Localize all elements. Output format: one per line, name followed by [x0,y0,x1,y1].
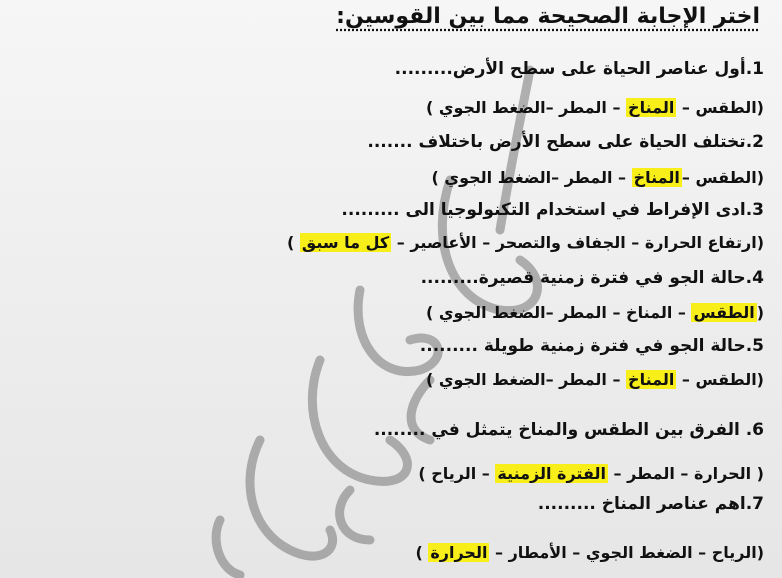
question-5: 5.حالة الجو في فترة زمنية طويلة ......... [419,336,764,356]
options-1 [426,98,764,117]
options-2 [432,168,764,187]
page-title: اختر الإجابة الصحيحة مما بين القوسين: [336,4,760,29]
answer-highlight: المناخ [628,98,675,117]
answer-highlight: الحرارة [430,543,488,562]
option-text: – المطر –الضغط الجوي ) [431,168,632,187]
option-text: – المطر –الضغط الجوي ) [425,370,627,389]
option-text: (الطقس – [676,98,764,117]
options-4 [426,303,764,322]
answer-highlight: المناخ [628,370,675,389]
question-1: 1.أول عناصر الحياة على سطح الأرض......... [394,59,764,79]
answer-highlight: المناخ [633,168,680,187]
option-text: (ارتفاع الحرارة – الجفاف والتصحر – الأعاصير – [391,233,764,252]
question-3: 3.ادى الإفراط في استخدام التكنولوجيا الى ......... [341,200,764,220]
answer-highlight: كل ما سبق [301,233,390,252]
question-7: 7.اهم عناصر المناخ ......... [537,494,764,514]
option-text: ( [756,303,764,322]
question-6: 6. الفرق بين الطقس والمناخ يتمثل في ........ [373,420,764,440]
option-text: – المطر –الضغط الجوي ) [425,98,627,117]
option-text: (الرياح – الضغط الجوي – الأمطار – [489,543,764,562]
option-text: (الطقس – [676,370,764,389]
options-6 [418,464,764,483]
option-text: – الرياح ) [418,464,496,483]
option-text: (الطقس – [681,168,764,187]
option-text: ) [287,233,300,252]
options-5 [426,370,764,389]
option-text: ) [415,543,429,562]
options-7 [415,543,764,562]
options-3 [287,233,764,252]
question-2: 2.تختلف الحياة على سطح الأرض باختلاف ....... [367,132,764,152]
option-text: – المناخ – المطر –الضغط الجوي ) [425,303,692,322]
option-text: ( الحرارة – المطر – [607,464,764,483]
answer-highlight: الطقس [693,303,755,322]
answer-highlight: الفترة الزمنية [497,464,606,483]
question-4: 4.حالة الجو في فترة زمنية قصيرة......... [420,268,764,288]
